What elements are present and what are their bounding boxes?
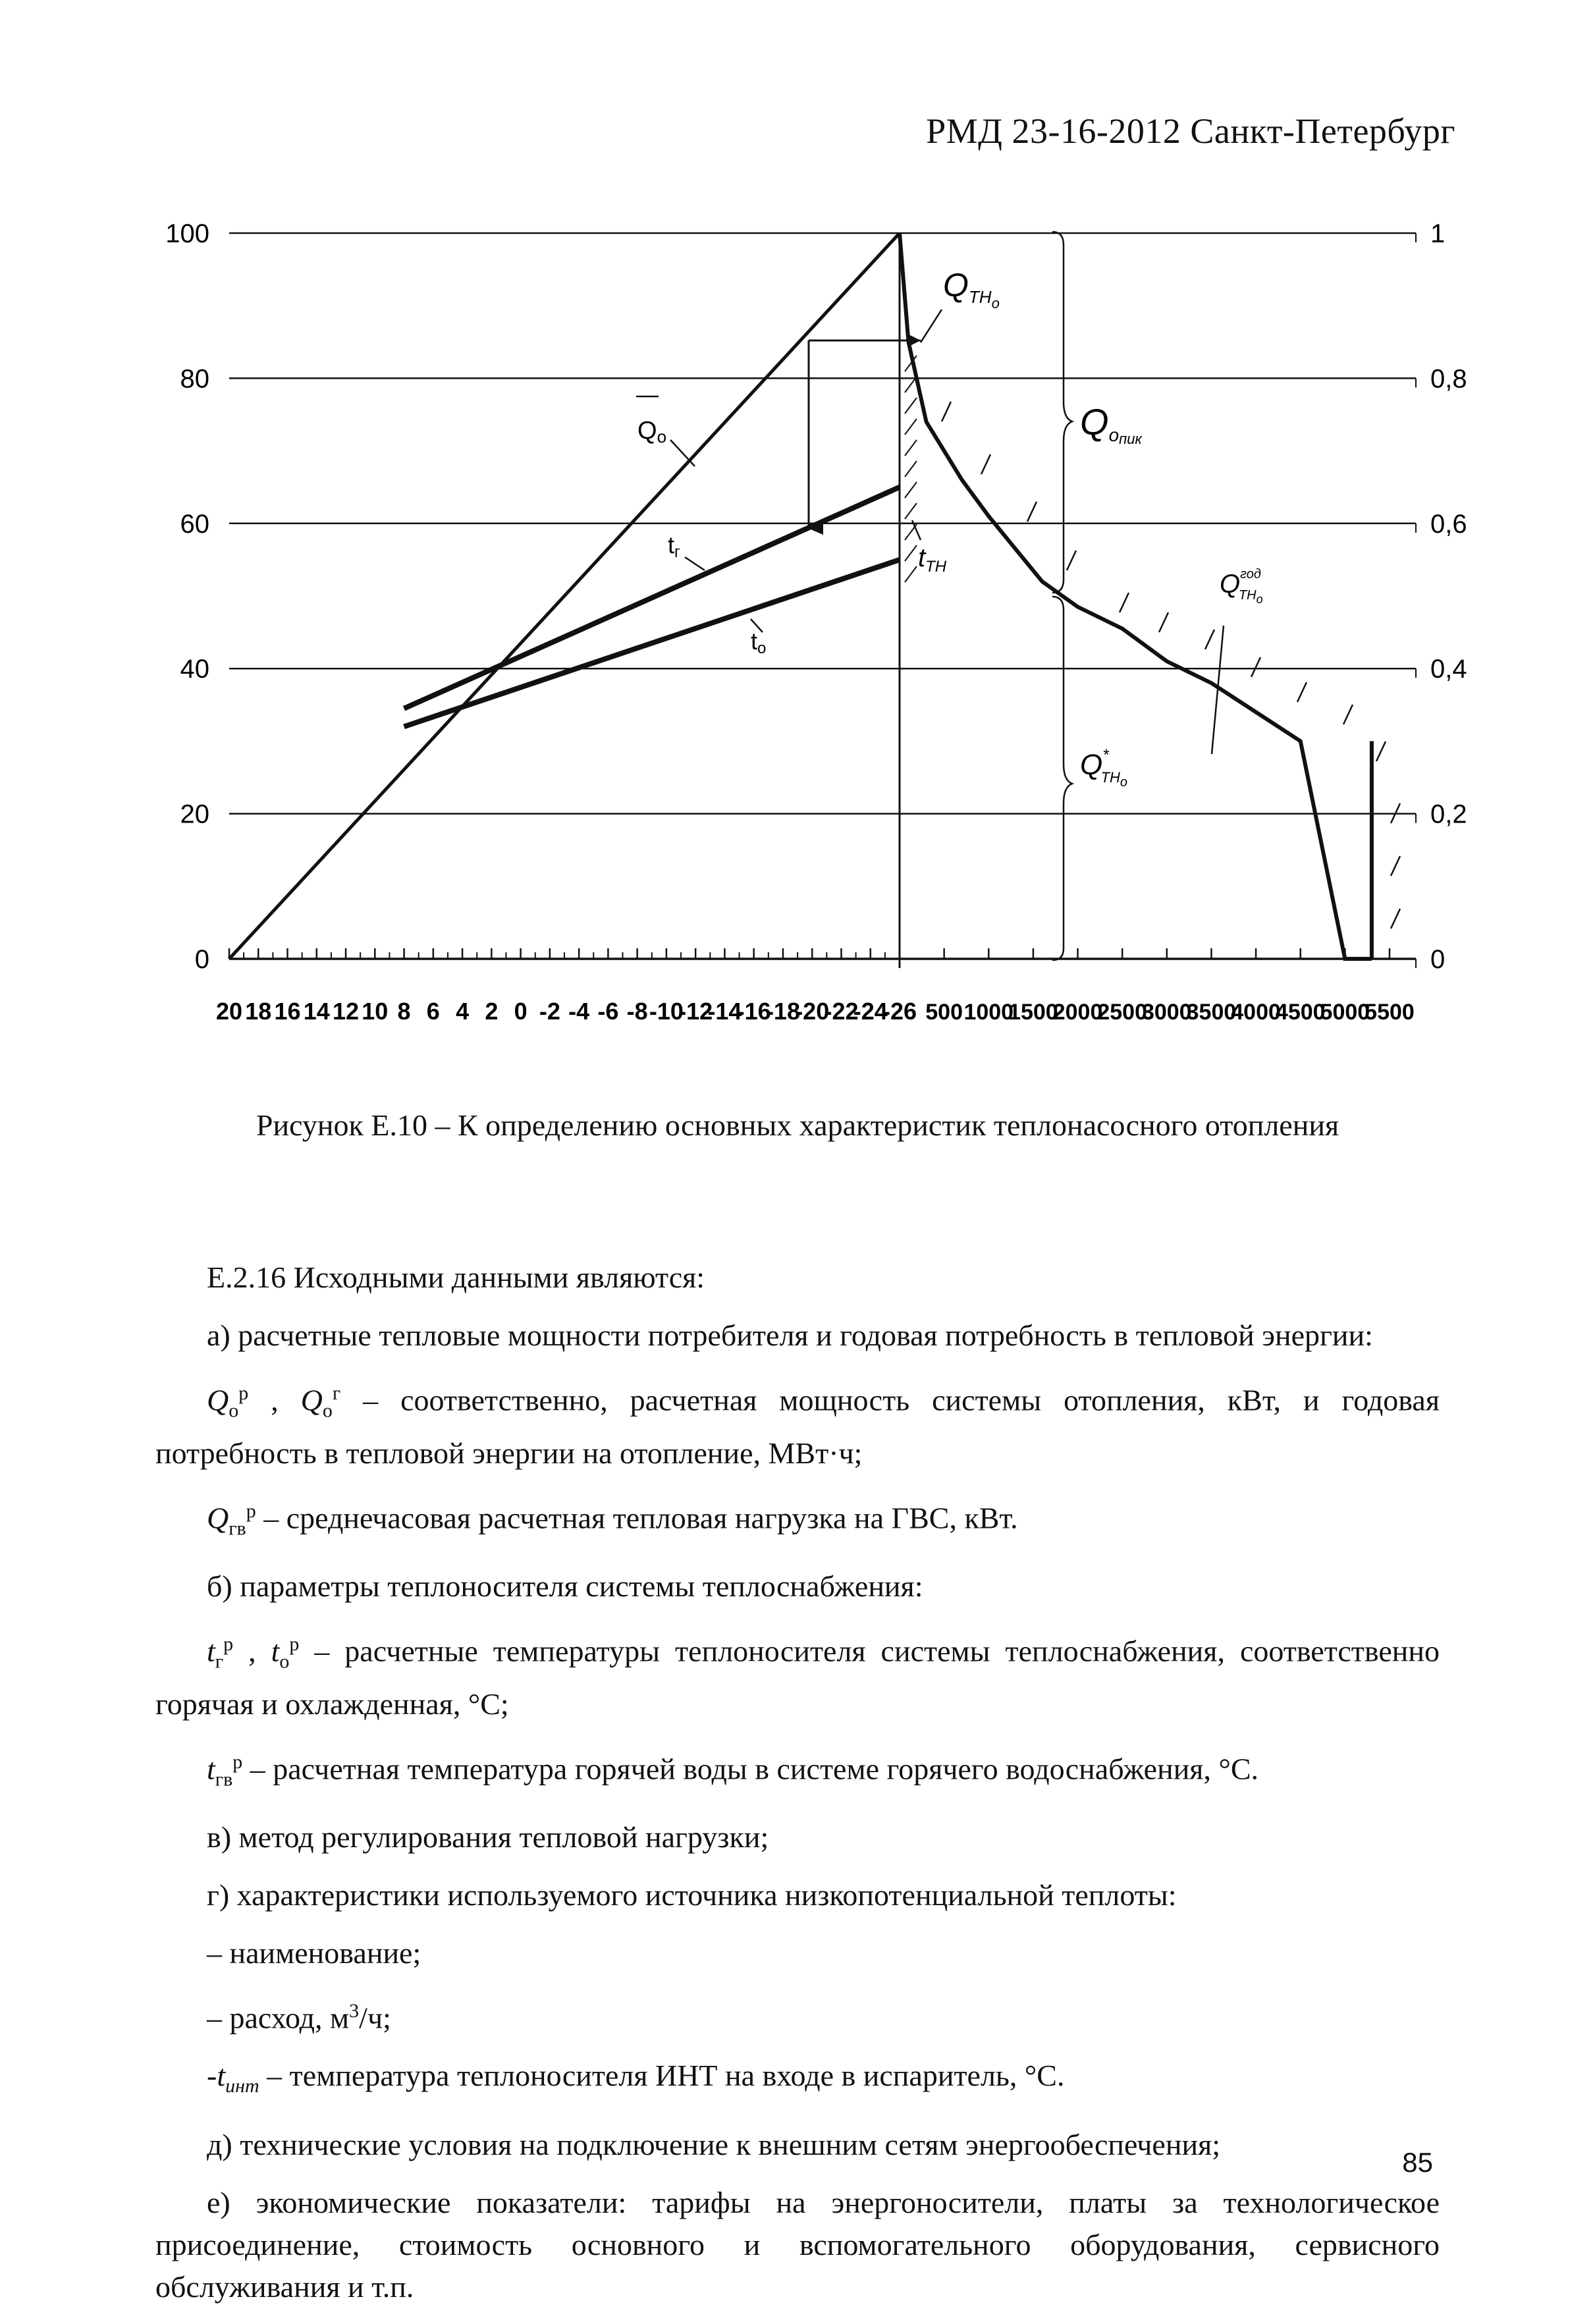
paragraph-e: е) экономические показатели: тарифы на энергоносители, платы за технологическое присоединение, стоимость основного и вспомогательного оборудования, сервисного обслуживания и т.п. (155, 2185, 1440, 2304)
heat-pump-chart (0, 0, 1595, 1080)
left-tick-label: 100 (165, 219, 209, 248)
paragraph-d: д) технические условия на подключение к внешним сетям энергообеспечения; (207, 2127, 1221, 2161)
right-tick-label: 0,8 (1430, 364, 1467, 394)
hatch-mark (1391, 856, 1400, 876)
paragraph-e216: Е.2.16 Исходными данными являются: (207, 1260, 705, 1294)
x-tick-label: 1500 (1008, 1000, 1058, 1025)
right-tick-label: 0,4 (1430, 655, 1467, 684)
hatch-mark (905, 398, 917, 414)
arrowhead-right (907, 334, 921, 347)
x-tick-label: -26 (882, 998, 917, 1025)
hatch-mark (905, 503, 917, 519)
left-tick-label: 40 (180, 655, 209, 684)
paragraph-g: г) характеристики используемого источника низкопотенциальной теплоты: (207, 1878, 1177, 1912)
label-qgod: $Q^{год}$ ТНо (1220, 567, 1263, 606)
left-axis-ticks (165, 219, 209, 974)
hatch-mark (981, 454, 990, 474)
hatch-mark (1343, 705, 1353, 724)
label-ttn: $t_{ТН}$ (918, 543, 947, 576)
x-tick-label: 8 (397, 998, 411, 1025)
paragraph-tint: $-t_{инт}$ – температура теплоносителя ИНТ на входе в испаритель, °С. (207, 2059, 1065, 2097)
right-tick-label: 1 (1430, 219, 1446, 248)
hatch-mark (1120, 593, 1129, 612)
arrowhead-left (805, 519, 823, 535)
chart-grid (229, 233, 1416, 968)
brace-lower (1052, 597, 1072, 960)
x-tick-label: 3000 (1141, 1000, 1192, 1025)
right-axis-ticks (1430, 219, 1467, 974)
x-tick-label: 4500 (1275, 1000, 1326, 1025)
right-tick-label: 0,2 (1430, 799, 1467, 829)
x-tick-label: -18 (765, 998, 800, 1025)
label-q0bar: Qо (637, 417, 667, 446)
x-tick-label: 1000 (963, 1000, 1014, 1025)
label-q0pik: Qопик (1080, 401, 1142, 447)
x-tick-label: 500 (925, 1000, 963, 1025)
x-tick-label: 16 (274, 998, 301, 1025)
x-tick-label: 4000 (1231, 1000, 1281, 1025)
label-to: tо (751, 628, 767, 657)
hatch-mark (942, 402, 951, 421)
hatch-mark (1067, 551, 1076, 570)
hatch-mark (1205, 630, 1214, 649)
left-tick-label: 0 (194, 945, 209, 974)
chart-annotations (636, 232, 1263, 960)
right-tick-label: 0 (1430, 945, 1446, 974)
x-tick-label: 5000 (1320, 1000, 1370, 1025)
x-tick-label: -10 (649, 998, 684, 1025)
paragraph-name: – наименование; (207, 1936, 421, 1970)
series-tg-line (404, 487, 900, 709)
hatch-mark (905, 566, 917, 582)
paragraph-b: б) параметры теплоносителя системы теплоснабжения: (207, 1569, 923, 1604)
series-duration-curve (900, 233, 1372, 959)
chart-series (229, 233, 1372, 959)
document-body (155, 1257, 1440, 2324)
left-tick-label: 60 (180, 509, 209, 539)
hatch-mark (905, 461, 917, 477)
paragraph-qgv: $Q_{гв}^р$ – среднечасовая расчетная тепловая нагрузка на ГВС, кВт. (207, 1500, 1018, 1540)
x-tick-label: -24 (853, 998, 888, 1025)
series-to-line (404, 560, 900, 726)
x-tick-label: -8 (626, 998, 648, 1025)
hatch-mark (905, 482, 917, 498)
x-tick-label: -4 (568, 998, 590, 1025)
x-tick-label: -6 (597, 998, 619, 1025)
x-tick-label: 2500 (1097, 1000, 1148, 1025)
x-tick-label: 6 (426, 998, 440, 1025)
paragraph-q0: $Q_о^р$ , $Q_о^г$ – соответственно, расчетная мощность системы отопления, кВт, и годовая потребность в тепловой энергии на отопление, МВт·ч; (155, 1382, 1440, 1470)
figure-caption: Рисунок Е.10 – К определению основных характеристик теплонасосного отопления (256, 1108, 1339, 1142)
hatch-mark (1297, 682, 1307, 702)
x-tick-label: -20 (795, 998, 830, 1025)
x-tick-label: 18 (245, 998, 272, 1025)
x-tick-label: -12 (678, 998, 713, 1025)
document-header: РМД 23-16-2012 Санкт-Петербург (926, 111, 1455, 151)
x-tick-label: 0 (514, 998, 527, 1025)
hatch-mark (1391, 909, 1400, 929)
paragraph-tgv: $t_{гв}^р$ – расчетная температура горячей воды в системе горячего водоснабжения, °С. (207, 1750, 1259, 1791)
x-tick-label: 2 (485, 998, 499, 1025)
x-tick-label: 12 (333, 998, 360, 1025)
left-tick-label: 80 (180, 364, 209, 394)
x-tick-label: 14 (303, 998, 330, 1025)
x-tick-label: -2 (539, 998, 560, 1025)
paragraph-flow: – расход, $м^3/ч$; (207, 2000, 391, 2035)
label-qth0: $Q_{ТН}о$ (943, 267, 1000, 311)
right-tick-label: 0,6 (1430, 509, 1467, 539)
x-tick-label: 5500 (1365, 1000, 1415, 1025)
x-tick-label: 20 (215, 998, 243, 1025)
leader-q0bar (670, 440, 695, 466)
x-tick-label: -14 (707, 998, 742, 1025)
label-tg: tг (668, 531, 680, 561)
hatch-mark (1376, 742, 1386, 761)
hatch-mark (905, 545, 917, 561)
hatch-mark (1251, 657, 1260, 677)
page-number: 85 (1402, 2147, 1433, 2178)
x-tick-label: 3500 (1186, 1000, 1237, 1025)
x-tick-label: -16 (736, 998, 771, 1025)
hatch-mark (905, 419, 917, 435)
x-tick-label: 4 (456, 998, 470, 1025)
hatch-mark (1159, 612, 1168, 632)
x-tick-label: 10 (362, 998, 389, 1025)
hatch-mark (1027, 502, 1037, 522)
x-tick-label: 2000 (1052, 1000, 1103, 1025)
brace-upper (1052, 232, 1072, 593)
paragraph-tg-to: $t_г^р$ , $t_о^р$ – расчетные температуры теплоносителя системы теплоснабжения, соответственно горячая и охлажденная, °С; (155, 1633, 1440, 1721)
hatch-mark (905, 440, 917, 456)
leader-tg (685, 557, 705, 570)
paragraph-v: в) метод регулирования тепловой нагрузки; (207, 1820, 769, 1854)
paragraph-a: а) расчетные тепловые мощности потребителя и годовая потребность в тепловой энергии: (207, 1318, 1373, 1352)
hatching (905, 356, 1400, 929)
leader-qth0 (921, 310, 942, 342)
left-tick-label: 20 (180, 799, 209, 829)
label-qstar: Q* ТНо (1080, 746, 1128, 790)
x-tick-label: -22 (824, 998, 859, 1025)
